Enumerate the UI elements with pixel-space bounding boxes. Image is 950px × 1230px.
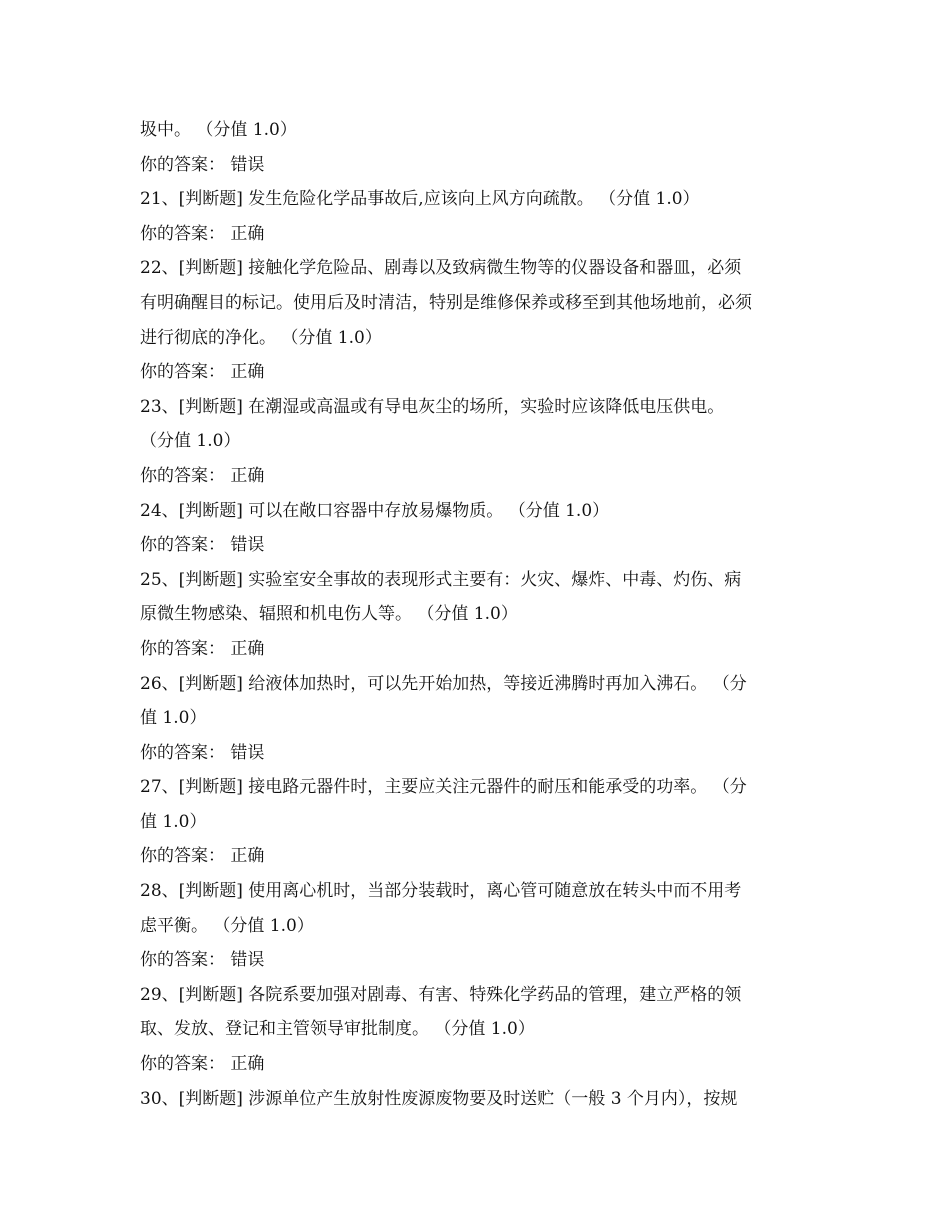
answer-line: 你的答案： 正确 bbox=[140, 1054, 265, 1075]
question-22: 22、[判断题] 接触化学危险品、剧毒以及致病微生物等的仪器设备和器皿，必须 bbox=[140, 258, 742, 279]
text-line: 虑平衡。 （分值 1.0） bbox=[140, 915, 314, 936]
text-line: 原微生物感染、辐照和机电伤人等。 （分值 1.0） bbox=[140, 604, 518, 625]
question-26: 26、[判断题] 给液体加热时，可以先开始加热，等接近沸腾时再加入沸石。 （分 bbox=[140, 673, 747, 694]
text-line: 值 1.0） bbox=[140, 708, 207, 729]
answer-line: 你的答案： 正确 bbox=[140, 362, 265, 383]
answer-line: 你的答案： 正确 bbox=[140, 223, 265, 244]
text-line: 有明确醒目的标记。使用后及时清洁，特别是维修保养或移至到其他场地前，必须 bbox=[140, 292, 752, 313]
question-23: 23、[判断题] 在潮湿或高温或有导电灰尘的场所，实验时应该降低电压供电。 bbox=[140, 396, 725, 417]
text-line: 圾中。 （分值 1.0） bbox=[140, 120, 297, 140]
answer-line: 你的答案： 错误 bbox=[140, 950, 265, 971]
question-list bbox=[140, 113, 820, 1116]
question-27: 27、[判断题] 接电路元器件时，主要应关注元器件的耐压和能承受的功率。 （分 bbox=[140, 777, 747, 798]
question-25: 25、[判断题] 实验室安全事故的表现形式主要有：火灾、爆炸、中毒、灼伤、病 bbox=[140, 569, 742, 590]
answer-line: 你的答案： 正确 bbox=[140, 465, 265, 486]
question-30: 30、[判断题] 涉源单位产生放射性废源废物要及时送贮（一般 3 个月内），按规 bbox=[140, 1088, 738, 1109]
question-28: 28、[判断题] 使用离心机时，当部分装载时，离心管可随意放在转头中而不用考 bbox=[140, 881, 742, 902]
text-line: （分值 1.0） bbox=[140, 431, 241, 452]
answer-line: 你的答案： 正确 bbox=[140, 846, 265, 867]
question-21: 21、[判断题] 发生危险化学品事故后,应该向上风方向疏散。 （分值 1.0） bbox=[140, 189, 700, 210]
answer-line: 你的答案： 错误 bbox=[140, 742, 265, 763]
answer-line: 你的答案： 错误 bbox=[140, 154, 265, 175]
answer-line: 你的答案： 错误 bbox=[140, 535, 265, 556]
answer-line: 你的答案： 正确 bbox=[140, 638, 265, 659]
question-29: 29、[判断题] 各院系要加强对剧毒、有害、特殊化学药品的管理，建立严格的领 bbox=[140, 984, 742, 1005]
text-line: 值 1.0） bbox=[140, 811, 207, 832]
text-line: 进行彻底的净化。 （分值 1.0） bbox=[140, 327, 382, 348]
question-24: 24、[判断题] 可以在敞口容器中存放易爆物质。 （分值 1.0） bbox=[140, 500, 610, 521]
text-line: 取、发放、登记和主管领导审批制度。 （分值 1.0） bbox=[140, 1019, 535, 1040]
